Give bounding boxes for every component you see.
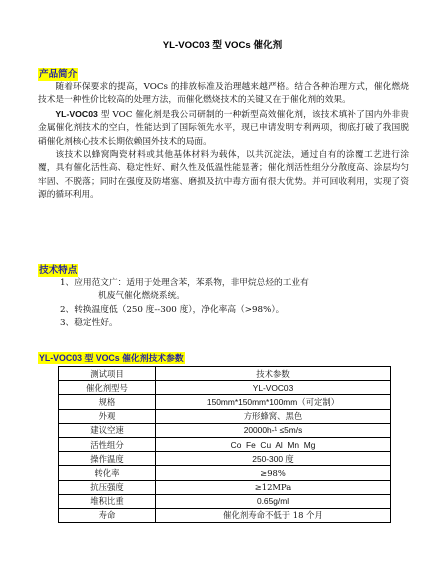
param-value: 250-300 度 — [156, 452, 391, 466]
table-row — [59, 466, 391, 480]
product-intro-section — [38, 62, 409, 203]
technical-parameters-section — [38, 346, 409, 523]
table-header-row — [59, 367, 391, 381]
technical-features-section — [38, 258, 409, 331]
intro-paragraph-3: 该技术以蜂窝陶瓷材料或其他基体材料为载体，以共沉淀法，通过自有的涂覆工艺进行涂覆，具有催化活性高、稳定性好、耐久性及低温性能显著；催化剂活性组分分散度高、涂层均匀牢固、不脱落；同时在强度及防堵塞、磨损及抗中毒方面有很大优势。并可回收利用，实现了资源的循环利用。 — [38, 150, 409, 201]
param-name: 规格 — [59, 395, 156, 409]
param-value: 催化剂寿命不低于 18 个月 — [156, 508, 391, 522]
header-tech-param: 技术参数 — [156, 367, 391, 381]
table-row — [59, 452, 391, 466]
model-name: YL-VOC03 — [55, 108, 98, 119]
param-name: 建议空速 — [59, 423, 156, 437]
table-row — [59, 409, 391, 423]
parameters-table-title: YL-VOC03 型 VOCs 催化剂技术参数 — [39, 353, 184, 363]
param-name: 抗压强度 — [59, 480, 156, 494]
param-value: 0.65g/ml — [156, 494, 391, 508]
table-row — [59, 480, 391, 494]
param-name: 堆积比重 — [59, 494, 156, 508]
header-test-item: 测试项目 — [59, 367, 156, 381]
parameters-table — [58, 366, 391, 523]
feature-item-3: 3、稳定性好。 — [60, 318, 118, 329]
technical-features-heading: 技术特点 — [39, 265, 78, 276]
intro-paragraph-1: 随着环保要求的提高，VOCs 的排放标准及治理越来越严格。结合各种治理方式，催化燃烧技术是一种性价比较高的处理方法，而催化燃烧技术的关键又在于催化剂的效果。 — [38, 82, 409, 106]
feature-item-1: 1、应用范文广：适用于处理含苯，苯系物，非甲烷总烃的工业有 — [60, 278, 309, 288]
param-name: 催化剂型号 — [59, 381, 156, 395]
table-row — [59, 423, 391, 437]
product-intro-heading: 产品简介 — [39, 69, 78, 80]
param-value: Co Fe Cu Al Mn Mg — [156, 437, 391, 451]
param-name: 外观 — [59, 409, 156, 423]
feature-item-2: 2、转换温度低（250 度--300 度），净化率高（>98%）。 — [60, 304, 285, 315]
param-name: 寿命 — [59, 508, 156, 522]
table-row — [59, 395, 391, 409]
feature-item-1-continuation: 机废气催化燃烧系统。 — [98, 291, 185, 302]
param-value: ≥12MPa — [156, 480, 391, 494]
param-value: 150mm*150mm*100mm（可定制） — [156, 395, 391, 409]
param-value: 方形蜂窝、黑色 — [156, 409, 391, 423]
table-row — [59, 494, 391, 508]
table-row — [59, 381, 391, 395]
param-name: 活性组分 — [59, 437, 156, 451]
param-name: 操作温度 — [59, 452, 156, 466]
param-value: ≥98% — [156, 466, 391, 480]
param-value: 20000h-¹ ≤5m/s — [156, 423, 391, 437]
features-list — [38, 277, 409, 331]
table-row — [59, 508, 391, 522]
intro-paragraph-2-text: 型 VOC 催化剂是我公司研制的一种新型高效催化剂，该技术填补了国内外非贵金属催化剂技术的空白，性能达到了国际领先水平，现已申请发明专利两项，彻底打破了我国脱硝催化剂核心技术长期依赖国外技术的局面。 — [38, 109, 409, 147]
param-name: 转化率 — [59, 466, 156, 480]
intro-paragraph-2 — [38, 108, 409, 149]
document-title: YL-VOC03 型 VOCs 催化剂 — [162, 40, 283, 51]
param-value: YL-VOC03 — [156, 381, 391, 395]
table-row — [59, 437, 391, 451]
